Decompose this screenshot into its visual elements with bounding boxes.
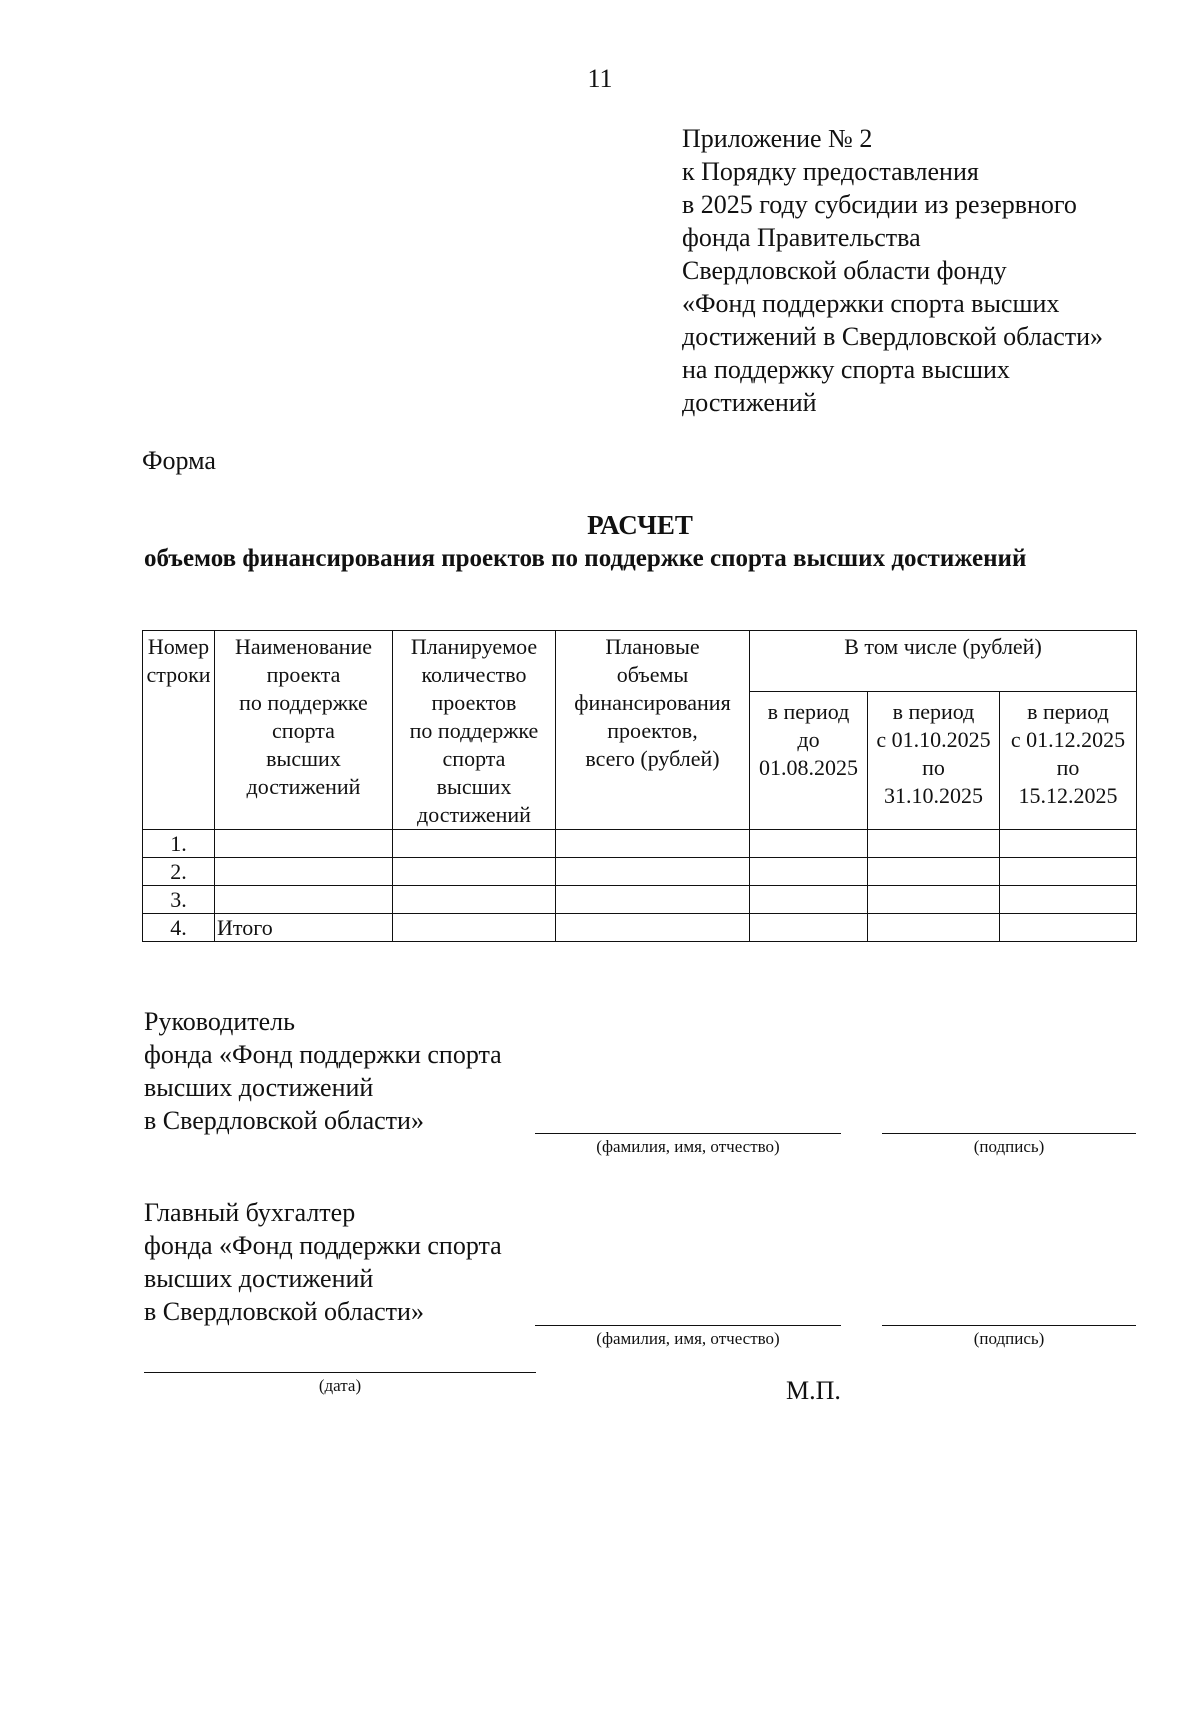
row-name-cell [215,858,393,886]
form-label: Форма [142,446,216,475]
table-cell [556,858,750,886]
accountant-line: фонда «Фонд поддержки спорта [144,1231,502,1260]
head-fio-caption: (фамилия, имя, отчество) [596,1137,780,1156]
table-cell [750,830,868,858]
table-cell [1000,830,1137,858]
header-period-2: в период с 01.10.2025 по 31.10.2025 [868,692,1000,830]
table-cell [868,886,1000,914]
accountant-line: в Свердловской области» [144,1297,424,1326]
table-row [143,886,1137,914]
header-period-1: в период до 01.08.2025 [750,692,868,830]
header-planned-volume: Плановые объемы финансирования проектов, всего (рублей) [556,631,750,830]
appendix-heading [682,122,1103,419]
header-including: В том числе (рублей) [750,631,1137,692]
table-row [143,858,1137,886]
row-number: 2. [143,858,215,886]
accountant-line: Главный бухгалтер [144,1198,356,1227]
calculation-table [142,630,1137,942]
row-number: 4. [143,914,215,942]
accountant-signature-block [144,1196,502,1328]
date-line[interactable] [144,1372,536,1373]
accountant-signature-caption: (подпись) [973,1329,1045,1348]
table-row-total [143,914,1137,942]
header-project-name: Наименование проекта по поддержке спорта высших достижений [215,631,393,830]
table-cell [556,830,750,858]
appendix-line: фонда Правительства [682,223,921,252]
header-planned-count: Планируемое количество проектов по поддержке спорта высших достижений [393,631,556,830]
appendix-line: к Порядку предоставления [682,157,979,186]
page-number: 11 [587,64,613,93]
appendix-line: Приложение № 2 [682,124,873,153]
table-cell [750,914,868,942]
table-row [143,830,1137,858]
stamp-placeholder: М.П. [786,1376,841,1405]
table-cell [1000,914,1137,942]
accountant-fio-line[interactable] [535,1325,841,1326]
head-signature-block [144,1005,502,1137]
document-subtitle: объемов финансирования проектов по поддержке спорта высших достижений [144,545,1027,572]
head-fio-line[interactable] [535,1133,841,1134]
header-period-3: в период с 01.12.2025 по 15.12.2025 [1000,692,1137,830]
head-line: высших достижений [144,1073,374,1102]
table-cell [868,858,1000,886]
table-cell [393,830,556,858]
date-caption: (дата) [318,1376,362,1395]
table-cell [750,858,868,886]
head-line: в Свердловской области» [144,1106,424,1135]
row-name-cell [215,830,393,858]
table-cell [868,914,1000,942]
head-signature-line[interactable] [882,1133,1136,1134]
table-cell [393,914,556,942]
appendix-line: на поддержку спорта высших [682,355,1010,384]
head-line: фонда «Фонд поддержки спорта [144,1040,502,1069]
header-row-number: Номер строки [143,631,215,830]
accountant-signature-line[interactable] [882,1325,1136,1326]
table-cell [393,886,556,914]
table-header-row [143,631,1137,692]
table-cell [556,886,750,914]
table-cell [750,886,868,914]
row-name-cell [215,886,393,914]
document-title: РАСЧЕТ [587,510,693,540]
row-name-cell: Итого [215,914,393,942]
head-line: Руководитель [144,1007,295,1036]
appendix-line: в 2025 году субсидии из резервного [682,190,1077,219]
appendix-line: достижений в Свердловской области» [682,322,1104,351]
head-signature-caption: (подпись) [973,1137,1045,1156]
accountant-fio-caption: (фамилия, имя, отчество) [596,1329,780,1348]
accountant-line: высших достижений [144,1264,374,1293]
appendix-line: достижений [682,388,817,417]
appendix-line: Свердловской области фонду [682,256,1007,285]
table-cell [393,858,556,886]
table-cell [556,914,750,942]
row-number: 1. [143,830,215,858]
appendix-line: «Фонд поддержки спорта высших [682,289,1060,318]
table-cell [1000,858,1137,886]
table-cell [1000,886,1137,914]
table-cell [868,830,1000,858]
row-number: 3. [143,886,215,914]
